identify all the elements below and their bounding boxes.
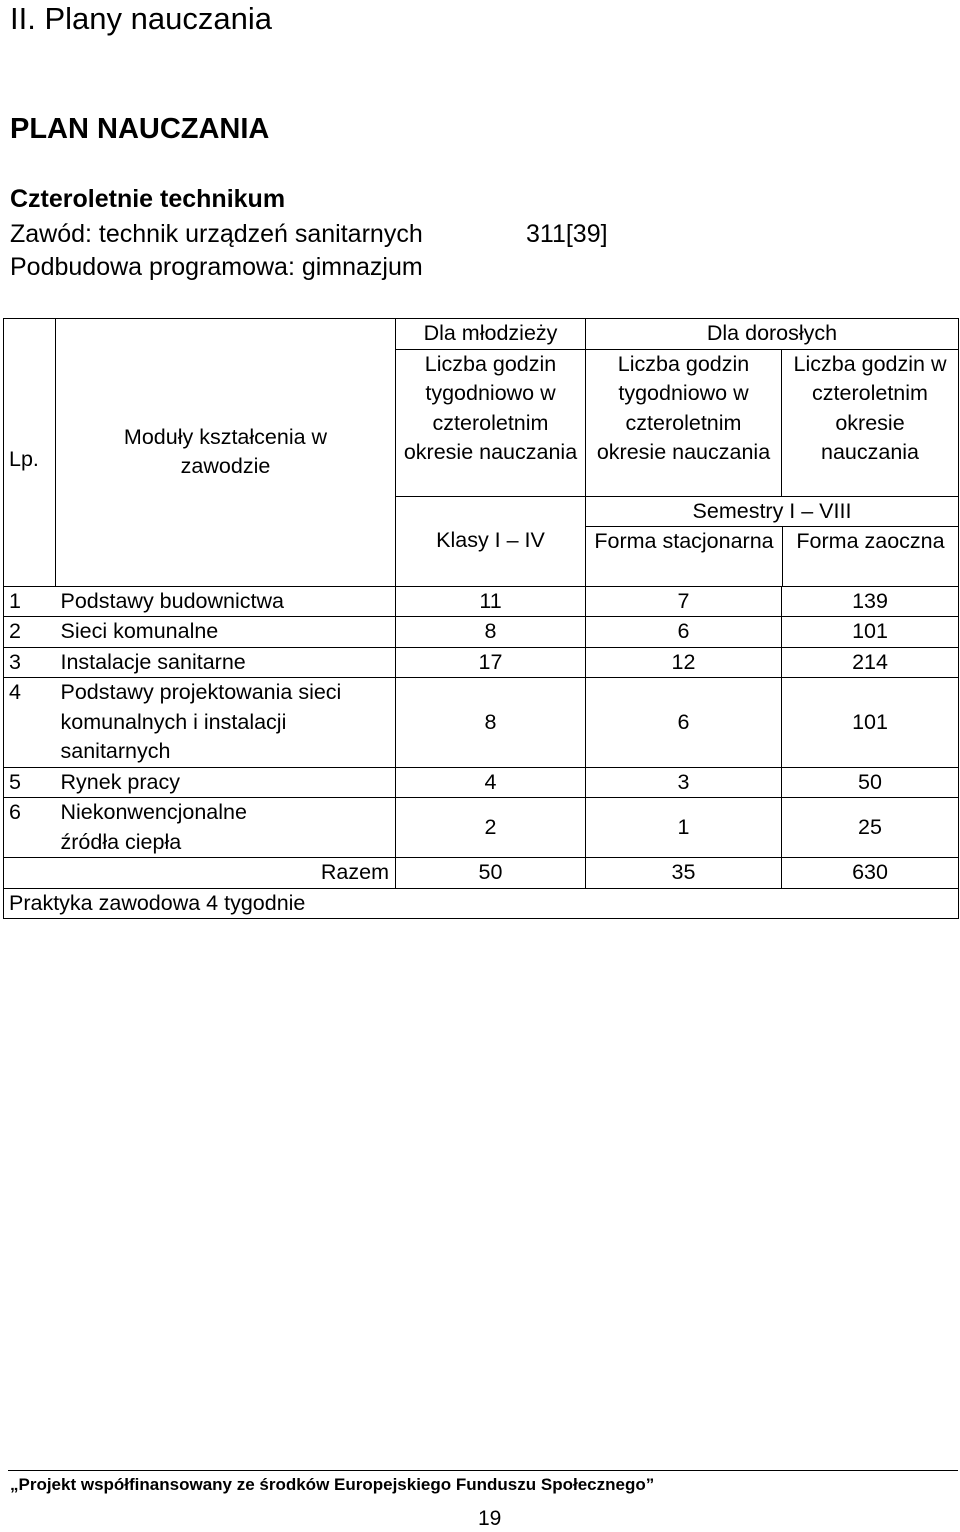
table-row bbox=[4, 767, 959, 798]
profession: Zawód: technik urządzeń sanitarnych bbox=[10, 220, 423, 248]
row-module: Sieci komunalne bbox=[56, 617, 396, 648]
row-extramural-hours: 139 bbox=[782, 586, 959, 617]
row-module: Rynek pracy bbox=[56, 767, 396, 798]
table-row bbox=[4, 678, 959, 768]
table-row bbox=[4, 798, 959, 858]
row-youth-hours: 8 bbox=[396, 678, 586, 768]
row-youth-hours: 11 bbox=[396, 586, 586, 617]
row-module: Niekonwencjonalne źródła ciepła bbox=[56, 798, 396, 858]
total-label: Razem bbox=[4, 858, 396, 889]
row-youth-hours: 2 bbox=[396, 798, 586, 858]
header-lp: Lp. bbox=[4, 319, 56, 587]
row-youth-hours: 8 bbox=[396, 617, 586, 648]
row-day-hours: 12 bbox=[586, 647, 782, 678]
row-lp: 5 bbox=[4, 767, 56, 798]
row-module: Podstawy projektowania sieci komunalnych i instalacji sanitarnych bbox=[56, 678, 396, 768]
row-lp: 6 bbox=[4, 798, 56, 858]
row-module: Instalacje sanitarne bbox=[56, 647, 396, 678]
school-type: Czteroletnie technikum bbox=[10, 185, 286, 213]
row-day-hours: 1 bbox=[586, 798, 782, 858]
header-adult-extramural-hours: Liczba godzin w czteroletnim okresie nauczania bbox=[782, 349, 959, 496]
row-day-hours: 7 bbox=[586, 586, 782, 617]
row-lp: 4 bbox=[4, 678, 56, 768]
total-extramural-hours: 630 bbox=[782, 858, 959, 889]
total-day-hours: 35 bbox=[586, 858, 782, 889]
row-youth-hours: 4 bbox=[396, 767, 586, 798]
row-extramural-hours: 50 bbox=[782, 767, 959, 798]
header-form-extramural: Forma zaoczna bbox=[796, 528, 945, 553]
row-extramural-hours: 214 bbox=[782, 647, 959, 678]
table-row bbox=[4, 617, 959, 648]
plan-title: PLAN NAUCZANIA bbox=[10, 113, 270, 145]
total-youth-hours: 50 bbox=[396, 858, 586, 889]
row-youth-hours: 17 bbox=[396, 647, 586, 678]
footer-funding-note: „Projekt współfinansowany ze środków Europejskiego Funduszu Społecznego” bbox=[10, 1475, 655, 1494]
row-lp: 2 bbox=[4, 617, 56, 648]
section-title: II. Plany nauczania bbox=[10, 1, 272, 36]
header-semesters: Semestry I – VIII bbox=[586, 497, 958, 527]
header-modules: Moduły kształcenia w zawodzie bbox=[56, 319, 396, 587]
row-extramural-hours: 25 bbox=[782, 798, 959, 858]
header-youth-hours: Liczba godzin tygodniowo w czteroletnim okresie nauczania bbox=[396, 349, 586, 496]
practice-note: Praktyka zawodowa 4 tygodnie bbox=[4, 888, 959, 919]
row-day-hours: 6 bbox=[586, 617, 782, 648]
header-adult-day-hours: Liczba godzin tygodniowo w czteroletnim okresie nauczania bbox=[586, 349, 782, 496]
header-semesters-block bbox=[586, 496, 959, 586]
profession-code: 311[39] bbox=[526, 220, 608, 248]
header-classes: Klasy I – IV bbox=[396, 496, 586, 586]
teaching-plan-table bbox=[3, 318, 959, 919]
page-number: 19 bbox=[478, 1507, 502, 1530]
header-form-day: Forma stacjonarna bbox=[586, 527, 783, 586]
row-day-hours: 3 bbox=[586, 767, 782, 798]
header-youth: Dla młodzieży bbox=[396, 319, 586, 350]
row-lp: 1 bbox=[4, 586, 56, 617]
practice-row bbox=[4, 888, 959, 919]
table-row bbox=[4, 586, 959, 617]
total-row bbox=[4, 858, 959, 889]
program-basis: Podbudowa programowa: gimnazjum bbox=[10, 253, 423, 281]
table-row bbox=[4, 647, 959, 678]
footer-divider bbox=[8, 1470, 958, 1471]
row-lp: 3 bbox=[4, 647, 56, 678]
row-day-hours: 6 bbox=[586, 678, 782, 768]
row-extramural-hours: 101 bbox=[782, 678, 959, 768]
header-adults: Dla dorosłych bbox=[586, 319, 959, 350]
row-extramural-hours: 101 bbox=[782, 617, 959, 648]
row-module: Podstawy budownictwa bbox=[56, 586, 396, 617]
